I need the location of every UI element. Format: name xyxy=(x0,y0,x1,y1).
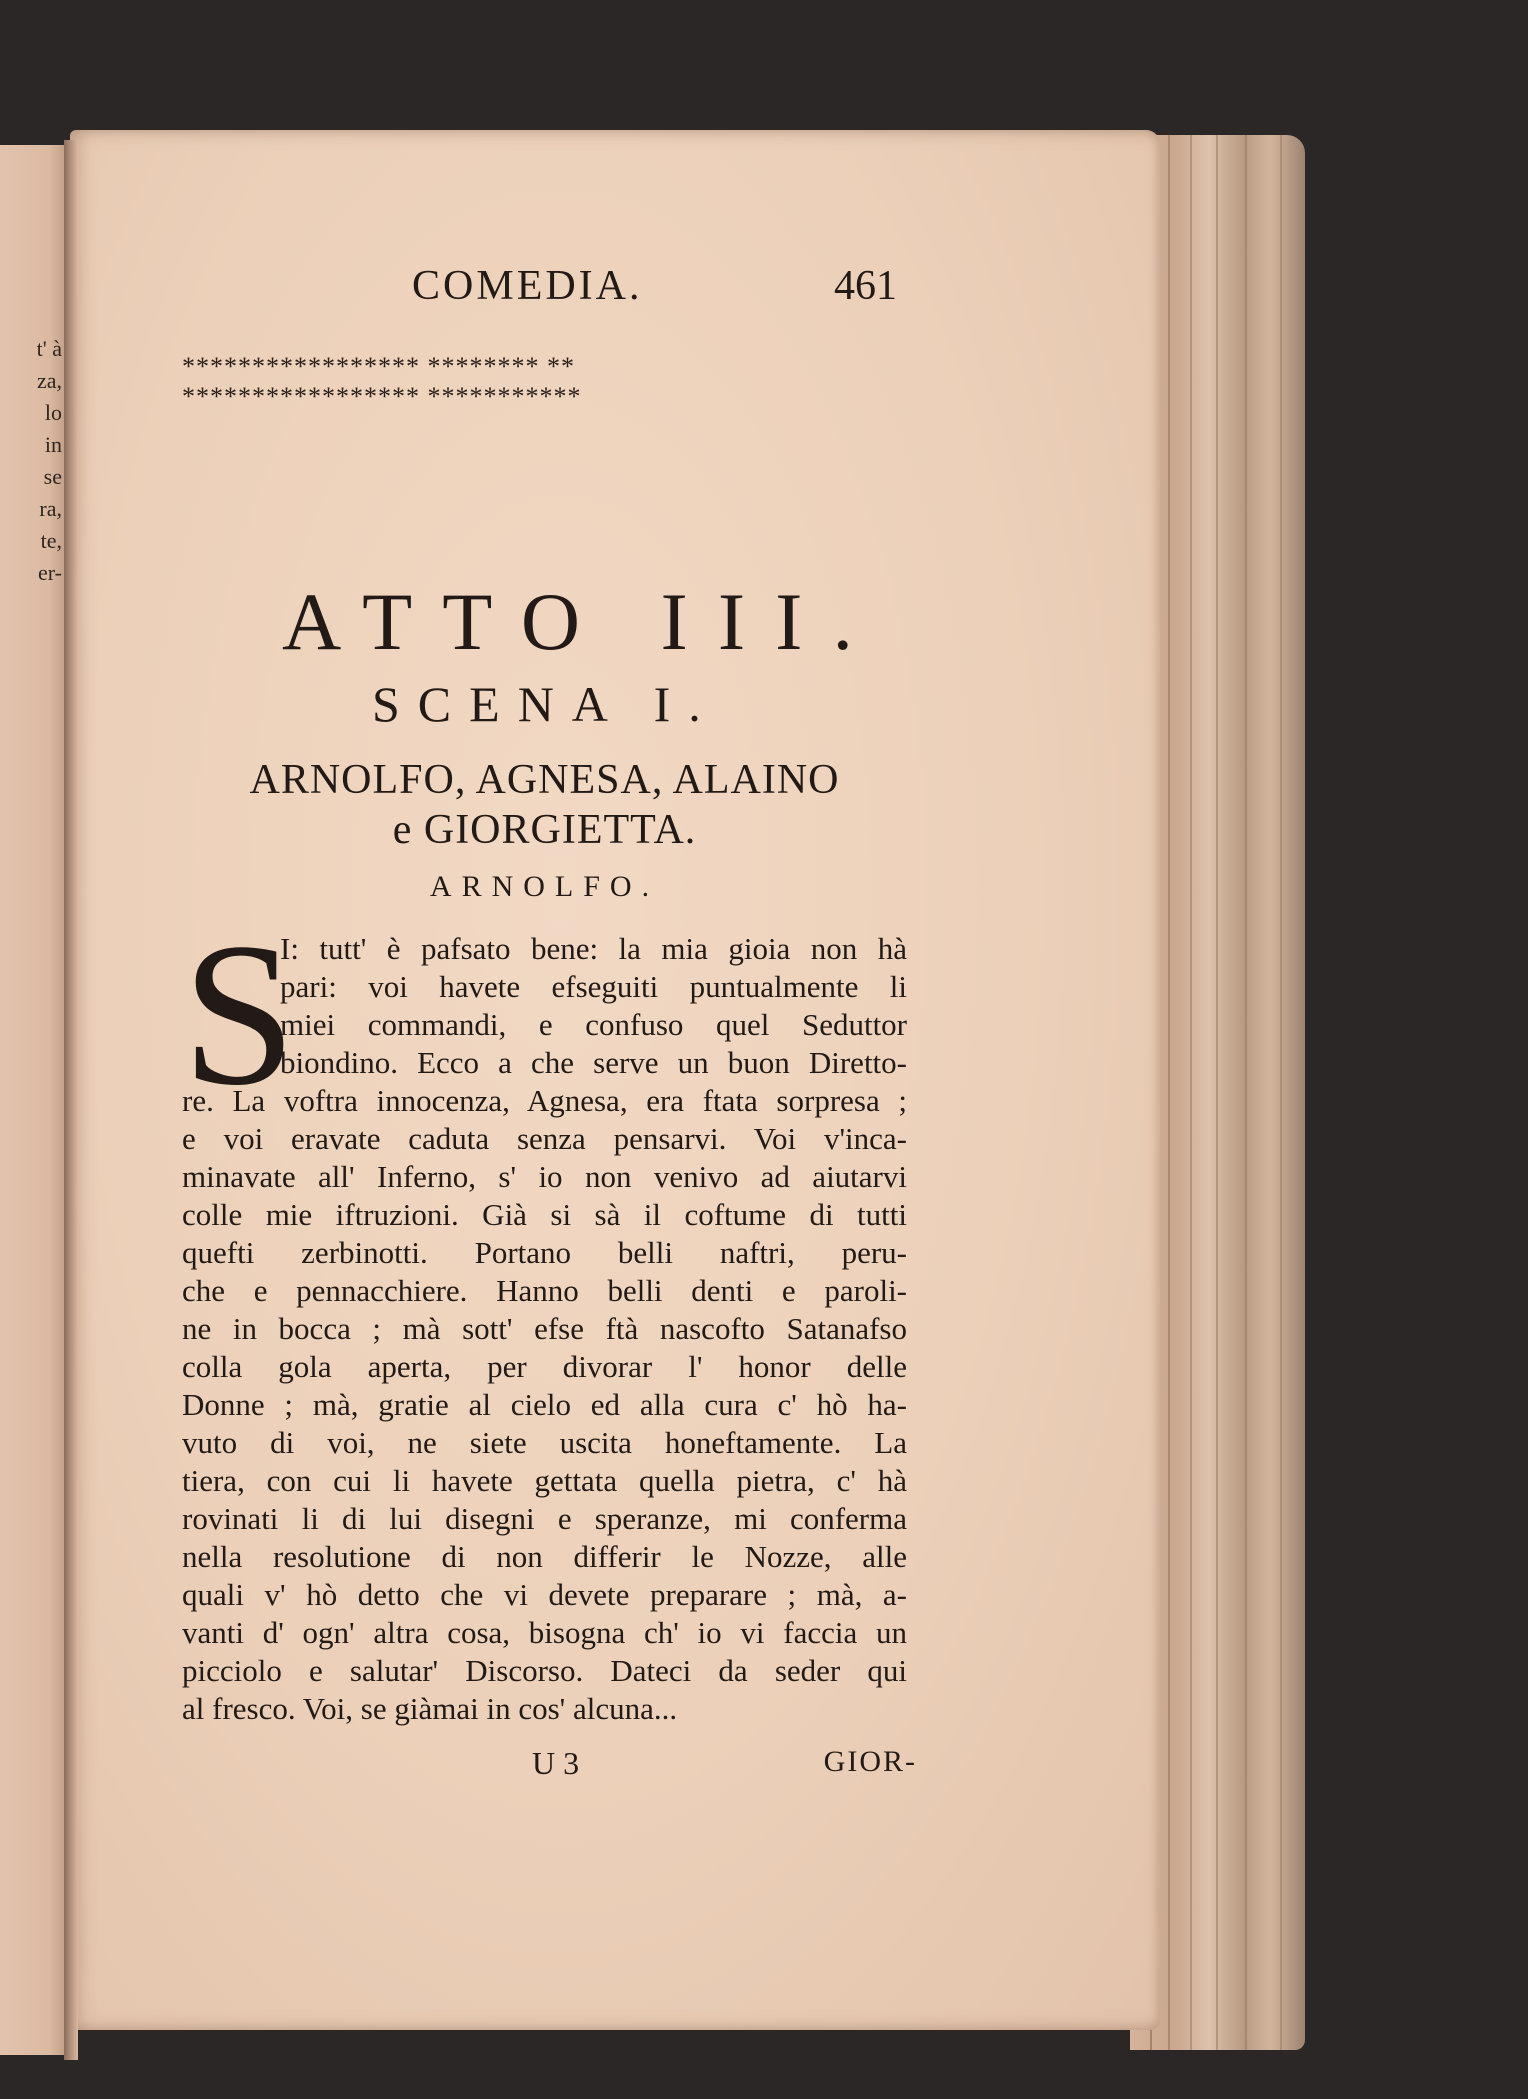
right-page xyxy=(70,130,1160,2030)
left-page-text: lo xyxy=(44,400,62,425)
text-line: rovinati li di lui disegni e speranze, mi conferma xyxy=(182,1501,907,1536)
character-list-line-1: ARNOLFO, AGNESA, ALAINO xyxy=(249,757,840,803)
ornament-row-1: ***************** ******** ** xyxy=(182,352,575,381)
act-heading: ATTO III. xyxy=(282,576,883,667)
text-line: biondino. Ecco a che serve un buon Diretto- xyxy=(280,1045,907,1080)
text-line: quefti zerbinotti. Portano belli naftri, peru- xyxy=(182,1235,907,1270)
scene-heading: SCENA I. xyxy=(372,676,719,732)
running-head xyxy=(182,262,907,312)
drop-cap: S xyxy=(182,901,297,1128)
text-line: ne in bocca ; mà sott' efse ftà nascofto Satanafso xyxy=(182,1311,907,1346)
speaker-name: ARNOLFO. xyxy=(429,870,660,903)
text-line: re. La voftra innocenza, Agnesa, era ftata sorpresa ; xyxy=(182,1083,907,1118)
text-line: minavate all' Inferno, s' io non venivo ad aiutarvi xyxy=(182,1159,907,1194)
left-page-text: te, xyxy=(40,528,62,553)
left-page-text: er- xyxy=(38,560,62,585)
left-page-fragment xyxy=(0,145,70,2055)
text-line: al fresco. Voi, se giàmai in cos' alcuna... xyxy=(182,1691,678,1726)
text-line: colla gola aperta, per divorar l' honor delle xyxy=(182,1349,907,1384)
catchword: GIOR- xyxy=(823,1745,917,1778)
left-page-text: ra, xyxy=(39,496,62,521)
left-page-text: t' à xyxy=(36,336,62,361)
text-line: nella resolutione di non differir le Nozze, alle xyxy=(182,1539,907,1574)
page-number: 461 xyxy=(834,263,897,309)
text-line: I: tutt' è pafsato bene: la mia gioia non hà xyxy=(280,931,907,966)
character-list xyxy=(182,755,907,855)
text-line: pari: voi havete efseguiti puntualmente li xyxy=(280,969,907,1004)
signature-mark: U 3 xyxy=(532,1745,580,1781)
running-title: COMEDIA. xyxy=(412,263,643,309)
text-line: quali v' hò detto che vi devete preparare ; mà, a- xyxy=(182,1577,907,1612)
text-line: e voi eravate caduta senza pensarvi. Voi v'inca- xyxy=(182,1121,907,1156)
character-list-line-2: e GIORGIETTA. xyxy=(392,807,697,853)
left-page-text: za, xyxy=(36,368,62,393)
left-page-text: se xyxy=(43,464,62,489)
ornament-row-2: ***************** *********** xyxy=(182,382,582,411)
text-line: miei commandi, e confuso quel Seduttor xyxy=(280,1007,907,1042)
text-line: Donne ; mà, gratie al cielo ed alla cura c' hò ha- xyxy=(182,1387,907,1422)
text-line: vuto di voi, ne siete uscita honeftamente. La xyxy=(182,1425,907,1460)
text-line: vanti d' ogn' altra cosa, bisogna ch' io vi faccia un xyxy=(182,1615,907,1650)
book-gutter xyxy=(64,140,78,2060)
text-line: tiera, con cui li havete gettata quella pietra, c' hà xyxy=(182,1463,907,1498)
text-line: colle mie iftruzioni. Già si sà il coftume di tutti xyxy=(182,1197,907,1232)
text-line: picciolo e salutar' Discorso. Dateci da seder qui xyxy=(182,1653,907,1688)
left-page-text: in xyxy=(44,432,62,457)
text-line: che e pennacchiere. Hanno belli denti e paroli- xyxy=(182,1273,907,1308)
